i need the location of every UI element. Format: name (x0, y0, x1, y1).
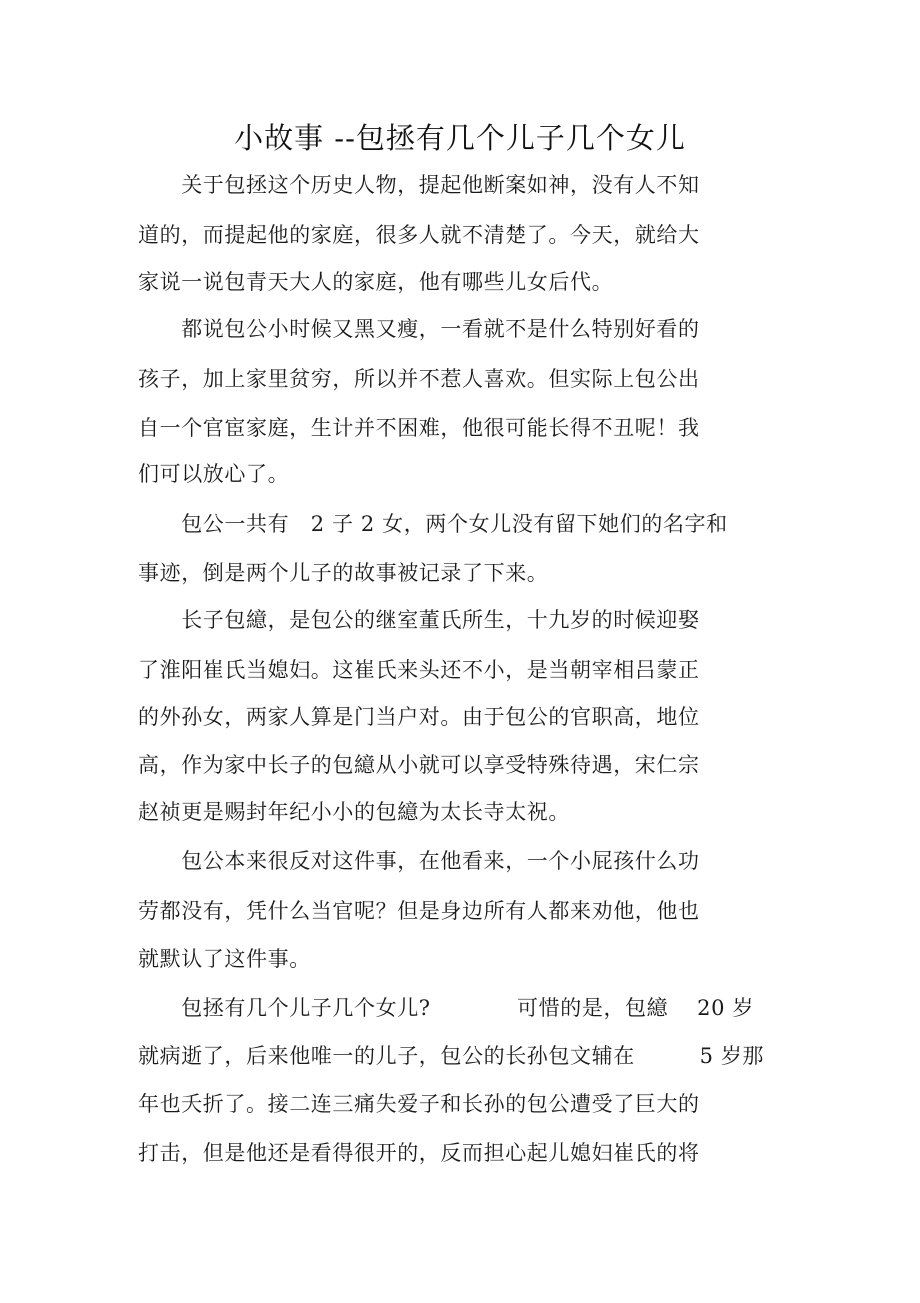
text-line: 自一个官宦家庭，生计并不困难，他很可能长得不丑呢！我 (138, 416, 700, 440)
text-line: 高，作为家中长子的包繶从小就可以享受特殊待遇，宋仁宗 (138, 753, 700, 777)
text-line: 的外孙女，两家人算是门当户对。由于包公的官职高，地位 (138, 705, 700, 729)
text-line: 包公一共有 2 子 2 女，两个女儿没有留下她们的名字和 (138, 512, 728, 536)
text-line: 赵祯更是赐封年纪小小的包繶为太长寺太祝。 (138, 800, 570, 824)
text-line: 包拯有几个儿子几个女儿? 可惜的是，包繶 20 岁 (138, 996, 754, 1020)
text-line: 关于包拯这个历史人物，提起他断案如神，没有人不知 (138, 173, 700, 197)
text-line: 事迹，倒是两个儿子的故事被记录了下来。 (138, 561, 549, 585)
text-line: 年也夭折了。接二连三痛失爱子和长孙的包公遭受了巨大的 (138, 1092, 700, 1116)
text-line: 都说包公小时候又黑又瘦，一看就不是什么特别好看的 (138, 317, 700, 341)
text-line: 孩子，加上家里贫穷，所以并不惹人喜欢。但实际上包公出 (138, 367, 700, 391)
text-line: 家说一说包青天大人的家庭，他有哪些儿女后代。 (138, 270, 614, 294)
text-line: 了淮阳崔氏当媳妇。这崔氏来头还不小，是当朝宰相吕蒙正 (138, 658, 700, 682)
text-line: 道的，而提起他的家庭，很多人就不清楚了。今天，就给大 (138, 223, 700, 247)
text-line: 就默认了这件事。 (138, 947, 311, 971)
text-line: 们可以放心了。 (138, 462, 290, 486)
text-line: 打击，但是他还是看得很开的，反而担心起儿媳妇崔氏的将 (138, 1141, 700, 1165)
document-title: 小故事 --包拯有几个儿子几个女儿 (234, 121, 686, 155)
text-line: 劳都没有，凭什么当官呢？但是身边所有人都来劝他，他也 (138, 899, 700, 923)
text-line: 就病逝了，后来他唯一的儿子，包公的长孙包文辅在 5 岁那 (138, 1044, 765, 1068)
text-line: 长子包繶，是包公的继室董氏所生，十九岁的时候迎娶 (138, 608, 700, 632)
text-line: 包公本来很反对这件事，在他看来，一个小屁孩什么功 (138, 849, 700, 873)
